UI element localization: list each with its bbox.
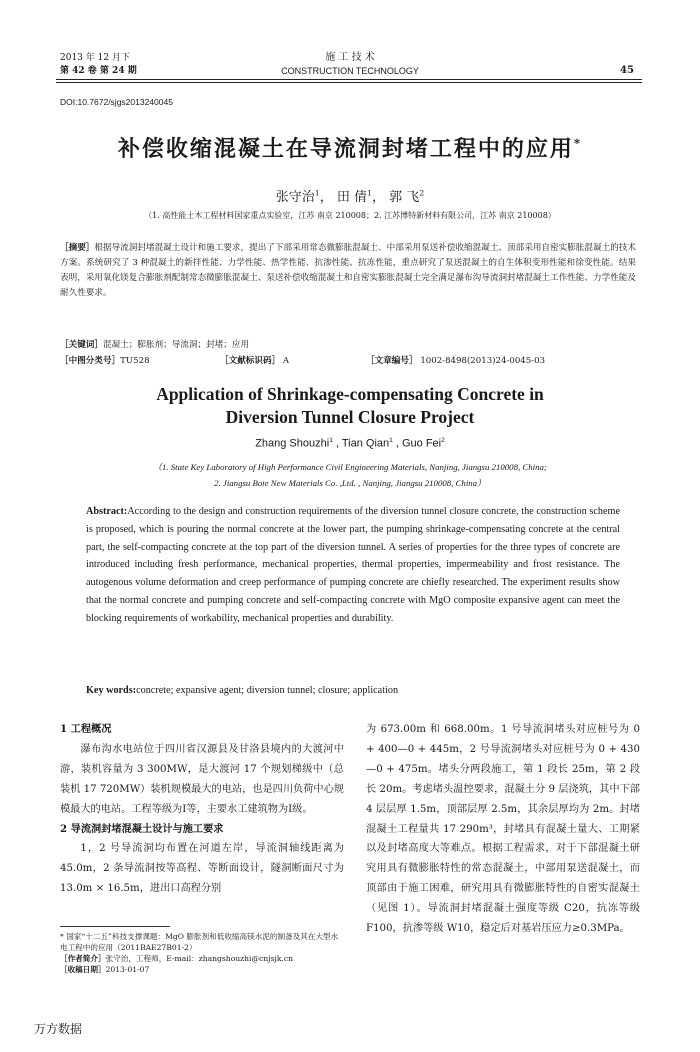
author-cn-2: 田 倩 [336,190,368,205]
abstract-en-text: According to the design and construction requirements of the diversion tunnel closure concrete, the construction scheme is proposed, which is pouring the normal concrete at the lower part, the pumping shrinkage-compensating concrete at the central part, the self-compacting concrete at the top part of the diversion tunnel. A series of properties for the three types of concrete are introduced including fresh performance, mechanical properties, thermal properties, impermeability and frost resistance. The autogenous volume deformation and creep performance of pumping concrete are chiefly researched. The experiment results show that the normal concrete and pumping concrete and self-compacting concrete with MgO composite expansive agent can meet the blocking requirements of workability, mechanical properties and durability. [86,506,620,624]
authors-cn [0,186,700,205]
footnote-fund: * 国家“十二五”科技支撑课题：MgO 膨胀剂和低收缩高镁水泥的制备及其在大型水电工程中的应用（2011BAE27B01-2） [60,932,339,952]
footnote-received-label: ［收稿日期］ [60,965,106,974]
doi: DOI:10.7672/sjgs2013240045 [60,97,173,107]
clc-label: ［中图分类号］ [60,356,121,366]
section-1-paragraph: 瀑布沟水电站位于四川省汉源县及甘洛县境内的大渡河中游，装机容量为 3 300MW，是大渡河 17 个规划梯级中（总装机 17 720MW）装机规模最大的电站，也是四川负荷中心规模最大的电站。工程等级为Ⅰ等，主要水工建筑物为Ⅰ级。 [60,743,344,815]
section-2-paragraph: 1，2 号导流洞均布置在河道左岸，导流洞轴线距离为 45.0m，2 条导流洞按等高程、等断面设计，隧洞断面尺寸为 13.0m × 16.5m，进出口高程分别 [60,843,344,895]
author-en-sup-1: 1 [329,437,333,444]
title-en-line-1: Application of Shrinkage-compensating Concrete in [156,384,544,404]
author-en-sup-2: 1 [389,437,393,444]
article-no-value: 1002-8498(2013)24-0045-03 [420,356,546,366]
title-cn: 补偿收缩混凝土在导流洞封堵工程中的应用 [117,136,574,162]
volume-issue: 第 42 卷 第 24 期 [60,66,137,76]
title-en-line-2: Diversion Tunnel Closure Project [225,407,475,427]
footnote-received [60,964,344,975]
body-left-column [60,720,344,899]
keywords-en [86,682,620,700]
title-footnote-mark: * [573,136,583,151]
author-sup-2: 1 [367,188,372,198]
author-en-2: Tian Qian [341,437,390,450]
journal-name-cn: 施 工 技 术 [325,52,375,63]
affiliation-en-line-2: 2. Jiangsu Bote New Materials Co. ,Ltd. , Nanjing, Jiangsu 210008, China） [214,478,486,488]
footnote-author [60,953,344,964]
footnote-received-text: 2013-01-07 [105,965,150,974]
watermark: 万方数据 [34,1022,83,1036]
abstract-en [86,503,620,628]
authors-en: Zhang Shouzhi$^1$ , Tian Qian$^1$ , Guo Fei$^2$ [255,437,445,450]
title-cn-block [0,132,700,163]
doc-code-label: ［文献标识码］ [220,356,281,366]
page-number: 45 [620,65,634,76]
keywords-en-text: concrete; expansive agent; diversion tunnel; closure; application [136,685,399,696]
header-rule [56,79,642,80]
footnote-rule [60,926,170,927]
keywords-cn [60,338,636,353]
section-1-title: 1 工程概况 [60,723,112,735]
author-en-sup-3: 2 [441,437,445,444]
abstract-cn [60,241,636,301]
clc-value: TU528 [120,356,150,366]
author-sep-1: ， [319,190,333,205]
keywords-cn-label: ［关键词］ [60,340,103,350]
classification-line [60,354,636,369]
footnote-author-label: ［作者简介］ [60,954,106,963]
article-no-label: ［文章编号］ [366,356,418,366]
author-sep-2: ， [371,190,385,205]
footnotes [60,931,344,975]
issue-date: 2013 年 12 月下 [60,53,130,63]
author-en-1: Zhang Shouzhi [255,437,330,450]
section-2-title: 2 导流洞封堵混凝土设计与施工要求 [60,822,224,835]
footnote-author-text: 张守治，工程师，E-mail：zhangshouzhi@cnjsjk.cn [105,954,293,963]
affiliation-en-line-1: （1. State Key Laboratory of High Performance Civil Engineering Materials, Nanjing, Jiangsu 210008, China; [153,462,547,472]
author-en-3: Guo Fei [401,437,442,450]
author-sup-1: 1 [314,188,320,198]
journal-name-en: CONSTRUCTION TECHNOLOGY [281,66,419,76]
abstract-cn-text: 根据导流洞封堵混凝土设计和施工要求，提出了下部采用常态微膨胀混凝土、中部采用泵送补偿收缩混凝土、顶部采用自密实膨胀混凝土的技术方案。系统研究了 3 种混凝土的新拌性能、力学性能、热学性能、抗渗性能、抗冻性能，重点研究了泵送混凝土的自生体积变形性能和徐变性能。结果表明，采用氧化镁复合膨胀剂配制常态微膨胀混凝土、泵送补偿收缩混凝土和自密实膨胀混凝土完全满足瀑布沟导流洞封堵混凝土工作性能、力学性能及耐久性要求。 [60,243,636,298]
body-right-column [366,720,640,939]
abstract-cn-label: ［摘要］ [60,243,95,253]
author-sup-3: 2 [419,188,425,198]
affiliation-cn: （1. 高性能土木工程材料国家重点实验室，江苏 南京 210008；2. 江苏博特新材料有限公司，江苏 南京 210008） [144,211,556,220]
author-cn-3: 郭 飞 [389,190,420,205]
doc-code-value: A [282,356,290,366]
abstract-en-label: Abstract: [86,506,128,517]
keywords-cn-text: 混凝土；膨胀剂；导流洞；封堵；应用 [102,340,250,350]
right-column-paragraph: 为 673.00m 和 668.00m。1 号导流洞堵头对应桩号为 0 + 400—0 + 445m，2 号导流洞堵头对应桩号为 0 + 430—0 + 475m。堵头分两段施工，第 1 段长 25m，第 2 段长 20m。考虑堵头温控要求，混凝土分 9 层浇筑，其中下部 4 层层厚 1.5m，顶部层厚 2.5m，其余层厚均为 2m。封堵混凝土工程量共 17 290m³，封堵具有混凝土量大、工期紧以及封堵高度大等难点。根据工程需求，对于下部混凝土研究用具有微膨胀特性的常态混凝土，中部用泵送混凝土，而顶部由于施工困难，研究用具有微膨胀特性的自密实混凝土（见图 1）。导流洞封堵混凝土强度等级 C20，抗冻等级 F100，抗渗等级 W10，稳定后对基岩压应力≥0.3MPa。 [366,724,640,935]
header-rule-thin [56,82,642,83]
author-cn-1: 张守治 [275,190,315,205]
keywords-en-label: Key words: [86,685,137,696]
